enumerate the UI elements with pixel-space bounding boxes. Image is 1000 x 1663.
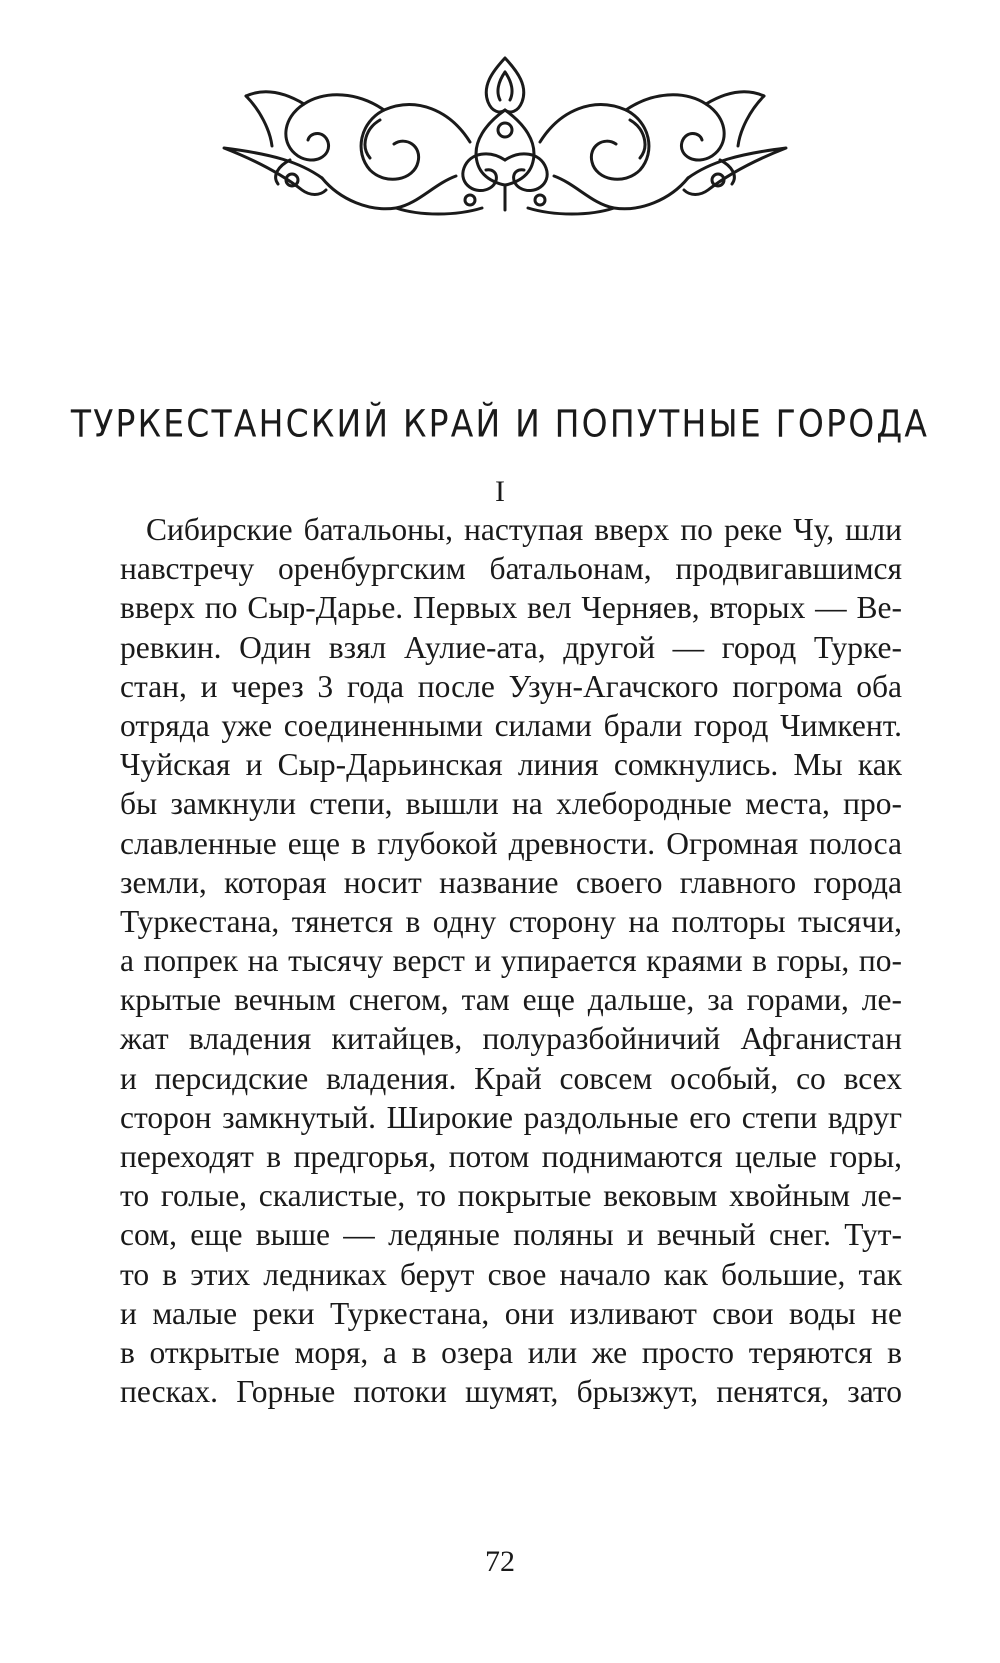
text-line: песках. Горные потоки шумят, брызжут, пенятся, зато: [120, 1374, 902, 1410]
text-line: а попрек на тысячу верст и упирается краями в горы, по-: [120, 943, 902, 979]
text-line: Сибирские батальоны, наступая вверх по реке Чу, шли: [146, 512, 902, 547]
chapter-title: ТУРКЕСТАНСКИЙ КРАЙ И ПОПУТНЫЕ ГОРОДА: [70, 402, 930, 446]
section-number: I: [495, 475, 505, 508]
text-line: и малые реки Туркестана, они изливают свои воды не: [120, 1295, 902, 1331]
arabesque-headpiece-ornament-icon: [220, 50, 790, 230]
text-line: в открытые моря, а в озера или же просто теряются в: [120, 1334, 902, 1370]
text-line: славленные еще в глубокой древности. Огромная полоса: [120, 825, 902, 861]
text-line: вверх по Сыр-Дарье. Первых вел Черняев, вторых — Ве-: [120, 590, 902, 626]
text-line: отряда уже соединенными силами брали город Чимкент.: [120, 707, 902, 743]
text-line: земли, которая носит название своего главного города: [120, 864, 902, 900]
text-line: то голые, скалистые, то покрытые вековым хвойным ле-: [120, 1178, 902, 1214]
text-line: Чуйская и Сыр-Дарьинская линия сомкнулись. Мы как: [120, 747, 902, 783]
text-line: бы замкнули степи, вышли на хлебородные места, про-: [120, 786, 902, 822]
text-line: сторон замкнутый. Широкие раздольные его степи вдруг: [120, 1099, 902, 1135]
text-line: стан, и через 3 года после Узун-Агачского погрома оба: [120, 668, 902, 704]
text-line: навстречу оренбургским батальонам, продвигавшимся: [120, 551, 902, 587]
text-line: ревкин. Один взял Аулие-ата, другой — город Турке-: [120, 629, 902, 665]
text-line: то в этих ледниках берут свое начало как большие, так: [120, 1256, 902, 1292]
text-line: крытые вечным снегом, там еще дальше, за горами, ле-: [120, 982, 902, 1018]
text-line: переходят в предгорья, потом поднимаются целые горы,: [120, 1139, 902, 1174]
text-line: Туркестана, тянется в одну сторону на полторы тысячи,: [120, 903, 902, 939]
page-number: 72: [485, 1545, 515, 1578]
text-line: сом, еще выше — ледяные поляны и вечный снег. Тут-: [120, 1217, 902, 1253]
body-text: [120, 510, 902, 1411]
text-line: и персидские владения. Край совсем особый, со всех: [120, 1060, 902, 1096]
text-line: жат владения китайцев, полуразбойничий Афганистан: [120, 1021, 902, 1057]
